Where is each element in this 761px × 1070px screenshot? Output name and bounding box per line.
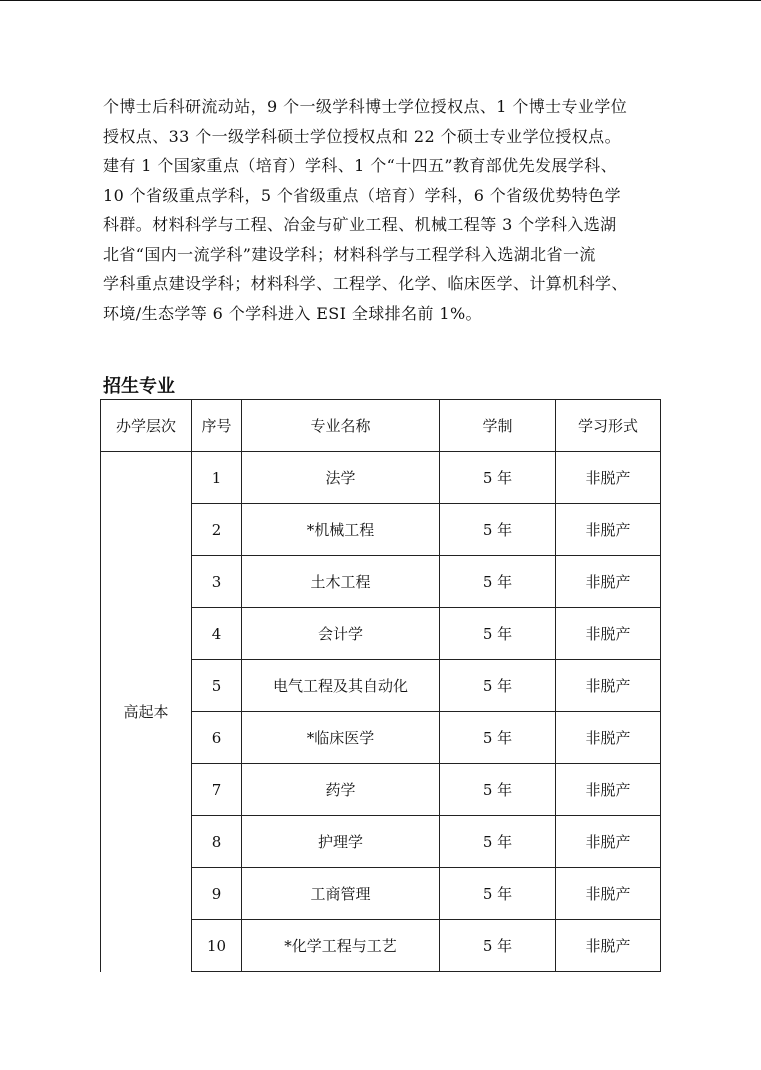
section-title: 招生专业 <box>103 376 175 397</box>
table-header-row <box>101 400 661 452</box>
study-mode-cell: 非脱产 <box>556 764 661 816</box>
duration-cell: 5 年 <box>440 608 556 660</box>
paragraph-line: 学科重点建设学科；材料科学、工程学、化学、临床医学、计算机科学、 <box>103 274 628 293</box>
major-name: *化学工程与工艺 <box>242 920 440 972</box>
header-level: 办学层次 <box>101 400 192 452</box>
paragraph-line: 10 个省级重点学科，5 个省级重点（培育）学科，6 个省级优势特色学 <box>103 185 621 205</box>
study-mode-cell: 非脱产 <box>556 816 661 868</box>
table-row <box>101 452 661 504</box>
level-cell: 高起本 <box>101 452 192 972</box>
row-number: 8 <box>192 816 242 868</box>
study-mode-cell: 非脱产 <box>556 504 661 556</box>
duration-cell: 5 年 <box>440 660 556 712</box>
header-no: 序号 <box>192 400 242 452</box>
study-mode-cell: 非脱产 <box>556 556 661 608</box>
page-top-border <box>0 0 761 1</box>
major-name: *临床医学 <box>242 712 440 764</box>
study-mode-cell: 非脱产 <box>556 712 661 764</box>
row-number: 10 <box>192 920 242 972</box>
major-name: 药学 <box>242 764 440 816</box>
major-name: 土木工程 <box>242 556 440 608</box>
duration-cell: 5 年 <box>440 452 556 504</box>
major-name: 工商管理 <box>242 868 440 920</box>
major-name: 法学 <box>242 452 440 504</box>
duration-cell: 5 年 <box>440 556 556 608</box>
row-number: 1 <box>192 452 242 504</box>
major-name: 会计学 <box>242 608 440 660</box>
majors-table <box>100 399 661 972</box>
paragraph-line: 北省“国内一流学科”建设学科；材料科学与工程学科入选湖北省一流 <box>103 244 596 264</box>
row-number: 3 <box>192 556 242 608</box>
duration-cell: 5 年 <box>440 764 556 816</box>
study-mode-cell: 非脱产 <box>556 452 661 504</box>
duration-cell: 5 年 <box>440 816 556 868</box>
major-name: 护理学 <box>242 816 440 868</box>
row-number: 2 <box>192 504 242 556</box>
intro-paragraph <box>103 92 668 328</box>
row-number: 5 <box>192 660 242 712</box>
paragraph-line: 科群。材料科学与工程、冶金与矿业工程、机械工程等 3 个学科入选湖 <box>103 215 617 234</box>
duration-cell: 5 年 <box>440 868 556 920</box>
row-number: 4 <box>192 608 242 660</box>
paragraph-line: 授权点、33 个一级学科硕士学位授权点和 22 个硕士专业学位授权点。 <box>103 126 621 146</box>
row-number: 7 <box>192 764 242 816</box>
paragraph-line: 环境/生态学等 6 个学科进入 ESI 全球排名前 1%。 <box>103 303 482 323</box>
study-mode-cell: 非脱产 <box>556 920 661 972</box>
paragraph-line: 个博士后科研流动站，9 个一级学科博士学位授权点、1 个博士专业学位 <box>103 97 628 116</box>
row-number: 9 <box>192 868 242 920</box>
duration-cell: 5 年 <box>440 504 556 556</box>
duration-cell: 5 年 <box>440 920 556 972</box>
study-mode-cell: 非脱产 <box>556 660 661 712</box>
duration-cell: 5 年 <box>440 712 556 764</box>
header-name: 专业名称 <box>242 400 440 452</box>
study-mode-cell: 非脱产 <box>556 608 661 660</box>
study-mode-cell: 非脱产 <box>556 868 661 920</box>
row-number: 6 <box>192 712 242 764</box>
major-name: 电气工程及其自动化 <box>242 660 440 712</box>
paragraph-line: 建有 1 个国家重点（培育）学科、1 个“十四五”教育部优先发展学科、 <box>103 156 617 175</box>
header-duration: 学制 <box>440 400 556 452</box>
header-mode: 学习形式 <box>556 400 661 452</box>
majors-table-body <box>101 452 661 972</box>
major-name: *机械工程 <box>242 504 440 556</box>
